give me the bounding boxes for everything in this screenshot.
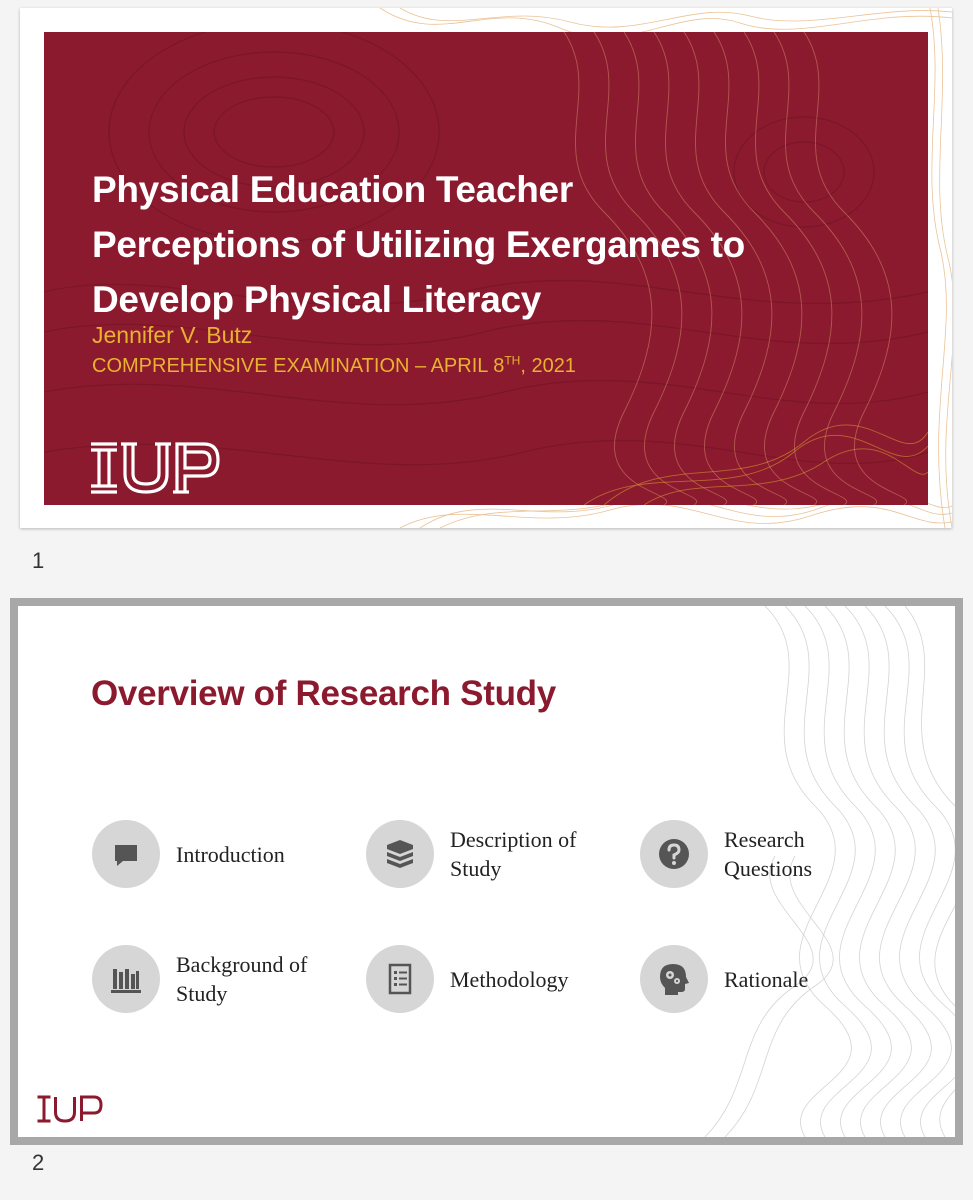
- overview-item-background-of-study: [92, 945, 352, 1015]
- item-label: Rationale: [724, 966, 809, 992]
- ordinal-suffix: TH: [504, 353, 521, 368]
- author-name: Jennifer V. Butz: [92, 322, 253, 348]
- overview-item-description-of-study: [366, 820, 626, 890]
- exam-year: , 2021: [520, 355, 576, 377]
- bookshelf-icon: [109, 962, 143, 996]
- checklist-icon: [383, 962, 417, 996]
- iup-logo-small: [34, 1094, 108, 1124]
- overview-item-rationale: [640, 945, 900, 1015]
- presentation-title: [92, 162, 912, 327]
- item-label: Research Questions: [724, 827, 812, 881]
- title-line-1: Physical Education Teacher: [92, 169, 573, 210]
- slide-2-thumbnail-selected[interactable]: [10, 598, 963, 1145]
- exam-date-line: [92, 355, 576, 378]
- item-label: Background of Study: [176, 952, 308, 1006]
- stacked-books-icon: [383, 837, 417, 871]
- item-label: Methodology: [450, 966, 569, 992]
- overview-item-introduction: [92, 820, 352, 890]
- item-label: Description of Study: [450, 827, 577, 881]
- slide-number-2: 2: [32, 1150, 45, 1175]
- exam-text: COMPREHENSIVE EXAMINATION – APRIL 8: [92, 355, 505, 377]
- iup-logo: [88, 438, 228, 498]
- title-line-2: Perceptions of Utilizing Exergames to: [92, 224, 745, 265]
- head-gears-icon: [657, 962, 691, 996]
- title-line-3: Develop Physical Literacy: [92, 279, 542, 320]
- title-background-panel: [44, 32, 928, 505]
- item-label: Introduction: [176, 841, 285, 867]
- speech-bubble-icon: [109, 837, 143, 871]
- question-mark-icon: [657, 837, 691, 871]
- slide-title: Overview of Research Study: [91, 674, 556, 713]
- overview-item-methodology: [366, 945, 626, 1015]
- overview-item-research-questions: [640, 820, 900, 890]
- slide-1-thumbnail[interactable]: [20, 8, 952, 528]
- slide-number-1: 1: [32, 548, 45, 573]
